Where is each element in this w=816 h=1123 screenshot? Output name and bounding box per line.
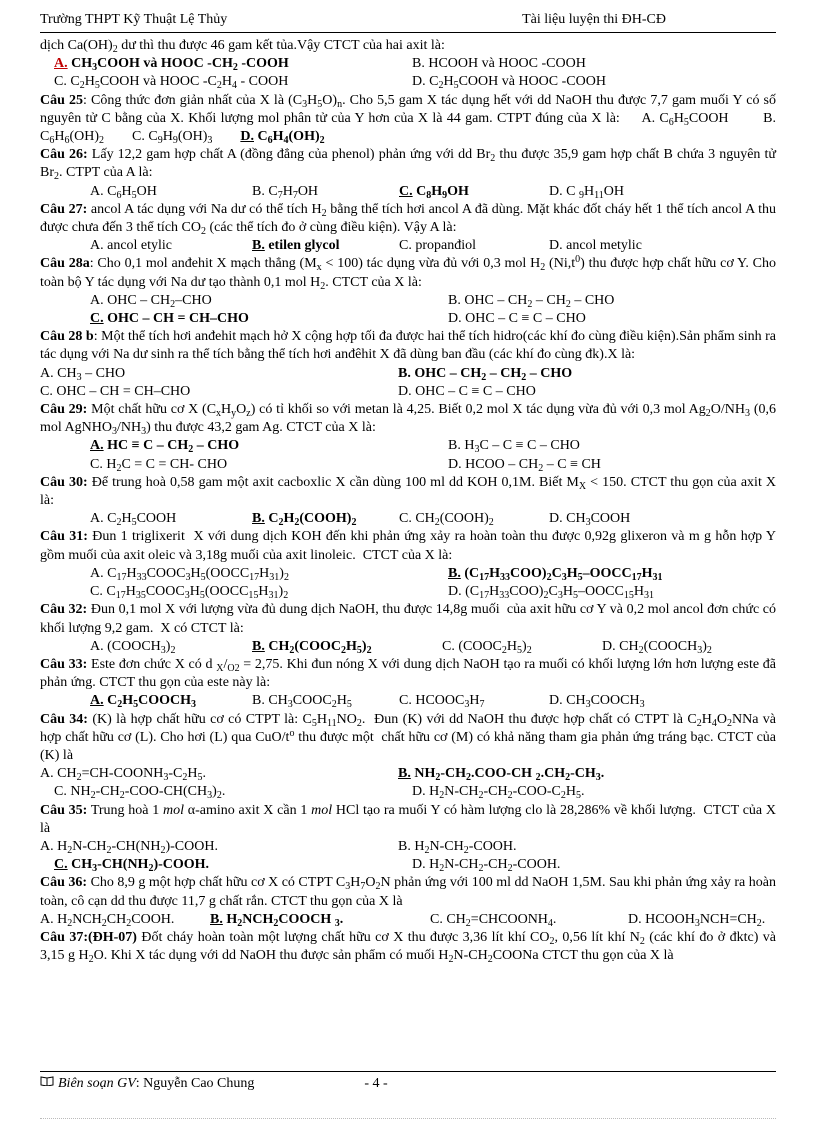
- author-label: Biên soạn GV: [58, 1076, 136, 1091]
- page: [40, 12, 776, 965]
- school-name: Trường THPT Kỹ Thuật Lệ Thủy: [40, 12, 228, 27]
- page-header: [40, 12, 776, 33]
- bottom-dotted-rule: [40, 1118, 776, 1119]
- document-body: dịch $Ca(OH)_2$ dư thì thu được 46 gam kết tủa.Vậy CTCT của hai axit là: A. $CH_3COOH$ và HOOC $-CH_2$ -COOH B. HCOOH và HOOC -COOH C. $C_2H_5COOH$ và HOOC $-C_2H_4$ - COOH D. $C_2H_5COOH$ và HOOC -COOH Câu 25: Công thức đơn giản nhất của X là $(C_3H_5O)_n$. Cho 5,5 gam X tác dụng hết với dd NaOH thu được 7,7 gam muối Y có số nguyên tử C bằng của X. Khối lượng mol phân tử của Y hơn của X là 44 gam. CTPT đúng của X là: A. $C_6H_5COOH$ B. $C_6H_6(OH)_2$ C. $C_9H_9(OH)_3$ D. $C_6H_4(OH)_2$ Câu 26: Lấy 12,2 gam hợp chất A (đồng đẳng của phenol) phản ứng với dd $Br_2$ thu được 35,9 gam hợp chất B chứa 3 nguyên tử $Br_2$. CTPT của A là: A. $C_6H_5OH$ B. $C_7H_7OH$ C. $C_8H_9OH$ D. C $_9H_{11}OH$ Câu 27: ancol A tác dụng với Na dư có thể tích $H_2$ bằng thể tích hơi ancol A đã dùng. Mặt khác đốt cháy hết 1 thể tích ancol A thu được chưa đến 3 thể tích $CO_2$ (các thể tích đo ở cùng điều kiện). Vậy A là: A. ancol etylic B. etilen glycol C. propanđiol D. ancol metylic Câu 28a: Cho 0,1 mol anđehit X mạch thẳng $(M_x < 100)$ tác dụng vừa đủ với 0,3 mol $H_2$ $(Ni,t^0)$ thu được hợp chất hữu cơ Y. Cho toàn bộ Y tác dụng với Na dư tạo thành 0,1 mol $H_2$. CTCT của X là: A. OHC – $CH_2$–CHO B. OHC – $CH_2 - CH_2$ – CHO C. OHC – CH = CH–CHO D. OHC – C ≡ C – CHO Câu 28 b: Một thể tích hơi anđehit mạch hở X cộng hợp tối đa được hai thể tích hidro(các khí đo cùng điều kiện).Sản phẩm sinh ra tác dụng với Na dư sinh ra thể tích bằng thể tích hơi anđêhit X đã dùng ban đầu (các khí đo cùng đk).X là: A. $CH_3$ – CHO B. OHC – $CH_2 - CH_2$ – CHO C. OHC – CH = CH–CHO D. OHC – C ≡ C – CHO Câu 29: Một chất hữu cơ X $(C_xH_yO_z)$ có tỉ khối so với metan là 4,25. Biết 0,2 mol X tác dụng vừa đủ với 0,3 mol $Ag_2O/NH_3$ (0,6 mol $AgNHO_3/NH_3$) thu được 43,2 gam Ag. CTCT của X là: A. HC ≡ C – $CH_2$ – CHO B. $H_3C - C \equiv C$ – CHO C. $H_2C = C = CH-$ CHO D. HCOO – $CH_2$ – C ≡ CH Câu 30: Để trung hoà 0,58 gam một axit cacboxlic X cần dùng 100 ml dd KOH 0,1M. Biết $M_X < 150$. CTCT thu gọn của axit X là: A. $C_2H_5COOH$ B. $C_2H_2(COOH)_2$ C. $CH_2(COOH)_2$ D. $CH_3COOH$ Câu 31: Đun 1 triglixerit X với dung dịch KOH đến khi phản ứng xảy ra hoàn toàn thu được 0,92g glixeron và m g hỗn hợp Y gồm muối của axit oleic và 3,18g muối của axit linoleic. CTCT của X là: A. $C_{17}H_{33}COOC_3H_5(OOCC_{17}H_{31})_2$ B. $(C_{17}H_{33}COO)_2C_3H_5-OOCC_{17}H_{31}$ C. $C_{17}H_{35}COOC_3H_5(OOCC_{15}H_{31})_2$ D. $(C_{17}H_{33}COO)_2C_3H_5-OOCC_{15}H_{31}$ Câu 32: Đun 0,1 mol X với lượng vừa đủ dung dịch NaOH, thu được 14,8g muối của axit hữu cơ Y và 0,2 mol ancol đơn chức có khối lượng 9,2 gam. X có CTCT là: A. $(COOCH_3)_2$ B. $CH_2(COOC_2H_5)_2$ C. $(COOC_2H_5)_2$ D. $CH_2(COOCH_3)_2$ Câu 33: Este đơn chức X có d $_X/_{O2} = 2,75$. Khi đun nóng X với dung dịch NaOH tạo ra muối có khối lượng lớn hơn lượng este đã phản ứng. CTCT thu gọn của este này là: A. $C_2H_5COOCH_3$ B. $CH_3COOC_2H_5$ C. $HCOOC_3H_7$ D. $CH_3COOCH_3$ Câu 34: (K) là hợp chất hữu cơ có CTPT là: $C_5H_{11}NO_2$. Đun (K) với dd NaOH thu được hợp chất có CTPT là $C_2H_4O_2NNa$ và hợp chất hữu cơ (L). Cho hơi (L) qua CuO/$t^o$ thu được một chất hữu cơ (M) có khả năng tham gia phản ứng tráng bạc. CTCT của (K) là A. $CH_2=CH-COONH_3-C_2H_5$. B. $NH_2-CH_2.COO-CH$ $_2.CH_2-CH_3$. C. $NH_2-CH_2-COO-CH(CH_3)_2$. D. $H_2N-CH_2-CH_2-COO-C_2H_5$. Câu 35: Trung hoà 1 mol α-amino axit X cần 1 mol HCl tạo ra muối Y có hàm lượng clo là 28,286% về khối lượng. CTCT của X là A. $H_2N-CH_2-CH(NH_2)$-COOH. B. $H_2N-CH_2$-COOH. C. $CH_3-CH(NH_2)$-COOH. D. $H_2N-CH_2-CH_2$-COOH. Câu 36: Cho 8,9 g một hợp chất hữu cơ X có CTPT $C_3H_7O_2N$ phản ứng với 100 ml dd NaOH 1,5M. Sau khi phản ứng xảy ra hoàn toàn, cô cạn dd thu được 11,7 g chất rắn. CTCT thu gọn của X là A. $H_2NCH_2CH_2COOH$. B. $H_2NCH_2COOCH$ $_3$. C. $CH_2=CHCOONH_4$. D. $HCOOH_3NCH=CH_2$. Câu 37:(ĐH-07) Đốt cháy hoàn toàn một lượng chất hữu cơ X thu được 3,36 lít khí $CO_2$, 0,56 lít khí $N_2$ (các khí đo ở đktc) và 3,15 g $H_2O$. Khi X tác dụng với dd NaOH thu được sản phẩm có muối $H_2N-CH_2COONa$ CTCT thu gọn của X là: [40, 38, 777, 966]
- document-title: Tài liệu luyện thi ĐH-CĐ: [522, 12, 666, 27]
- author-name: : Nguyễn Cao Chung: [135, 1076, 255, 1091]
- page-number: - 4 -: [364, 1076, 388, 1091]
- book-icon: [40, 1076, 54, 1086]
- page-footer: [40, 1071, 776, 1092]
